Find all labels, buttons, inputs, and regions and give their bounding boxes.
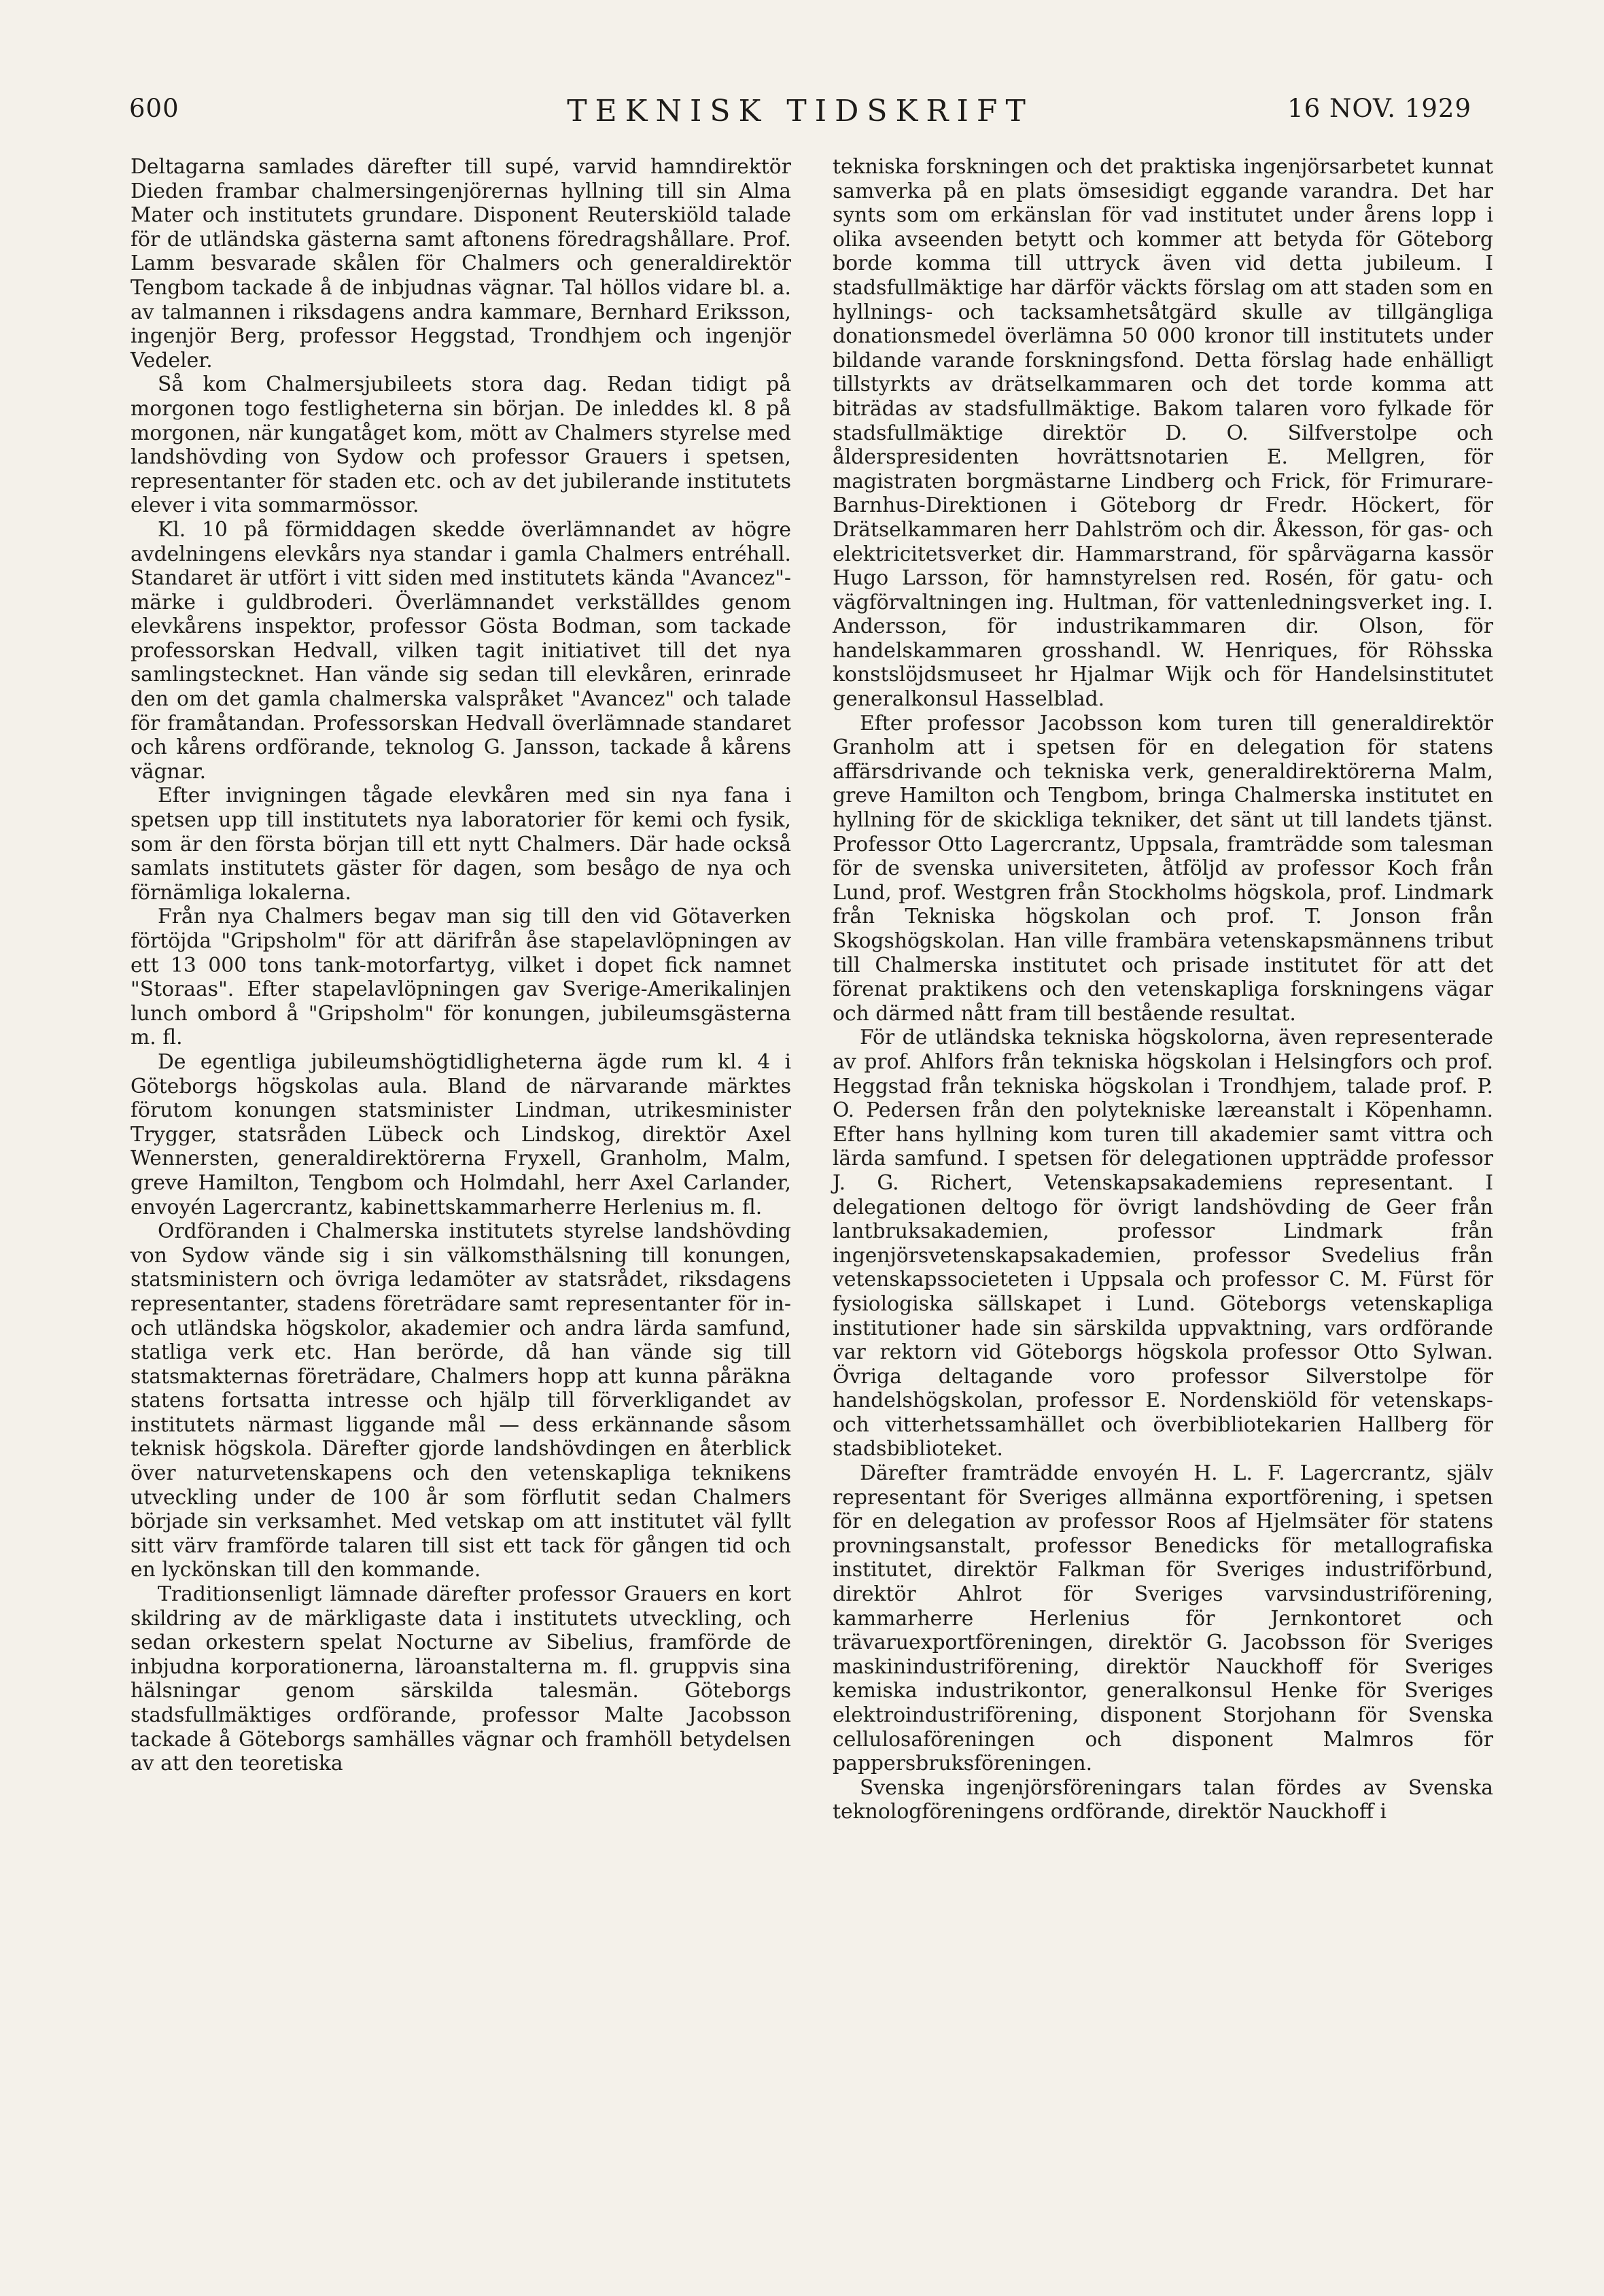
paragraph: Traditionsenligt lämnade därefter professor Grauers en kort skildring av de märkligaste data i institutets utveckling, och sedan orkestern spelat Nocturne av Sibelius, framförde de inbjudna korporationerna, läroanstalterna m. fl. gruppvis sina hälsningar genom särskilda talesmän. Göteborgs stadsfullmäktiges ordförande, professor Malte Jacobsson tackade å Göteborgs samhälles vägnar och framhöll betydelsen av att den teoretiska: [130, 1582, 791, 1776]
paragraph: Deltagarna samlades därefter till supé, varvid hamndirektör Dieden frambar chalmersingenjörernas hyllning till sin Alma Mater och institutets grundare. Disponent Reuterskiöld talade för de utländska gästerna samt aftonens föredragshållare. Prof. Lamm besvarade skålen för Chalmers och generaldirektör Tengbom tackade å de inbjudnas vägnar. Tal höllos vidare bl. a. av talmannen i riksdagens andra kammare, Bernhard Eriksson, ingenjör Berg, professor Heggstad, Trondhjem och ingenjör Vedeler.: [130, 155, 791, 372]
paragraph: Efter professor Jacobsson kom turen till generaldirektör Granholm att i spetsen för en delegation för statens affärsdrivande och tekniska verk, generaldirektörerna Malm, greve Hamilton och Tengbom, bringa Chalmerska institutet en hyllning för de skickliga tekniker, det sänt ut till landets tjänst. Professor Otto Lagercrantz, Uppsala, framträdde som talesman för de svenska universiteten, åtföljd av professor Koch från Lund, prof. Westgren från Stockholms högskola, prof. Lindmark från Tekniska högskolan och prof. T. Jonson från Skogshögskolan. Han ville frambära vetenskapsmännens tribut till Chalmerska institutet och prisade institutet för att det förenat praktikens och den vetenskapliga forskningens vägar och därmed nått fram till bestående resultat.: [833, 711, 1493, 1026]
left-column: [130, 155, 791, 1776]
paragraph: För de utländska tekniska högskolorna, även representerade av prof. Ahlfors från tekniska högskolan i Helsingfors och prof. Heggstad från tekniska högskolan i Trondhjem, talade prof. P. O. Pedersen från den polytekniske læreanstalt i Köpenhamn. Efter hans hyllning kom turen till akademier samt vittra och lärda samfund. I spetsen för delegationen uppträdde professor J. G. Richert, Vetenskapsakademiens representant. I delegationen deltogo för övrigt landshövding de Geer från lantbruksakademien, professor Lindmark från ingenjörsvetenskapsakademien, professor Svedelius från vetenskapssocieteten i Uppsala och professor C. M. Fürst för fysiologiska sällskapet i Lund. Göteborgs vetenskapliga institutioner hade sin särskilda uppvaktning, vars ordförande var rektorn vid Göteborgs högskola professor Otto Sylwan. Övriga deltagande voro professor Silverstolpe för handelshögskolan, professor E. Nordenskiöld för vetenskaps- och vitterhetssamhället och överbibliotekarien Hallberg för stadsbiblioteket.: [833, 1026, 1493, 1461]
issue-date: 16 NOV. 1929: [1287, 94, 1471, 123]
page-number: 600: [129, 94, 179, 123]
paragraph: Från nya Chalmers begav man sig till den vid Götaverken förtöjda "Gripsholm" för att därifrån åse stapelavlöpningen av ett 13 000 tons tank-motorfartyg, vilket i dopet fick namnet "Storaas". Efter stapelavlöpningen gav Sverige-Amerikalinjen lunch ombord å "Gripsholm" för konungen, jubileumsgästerna m. fl.: [130, 905, 791, 1050]
paragraph: Kl. 10 på förmiddagen skedde överlämnandet av högre avdelningens elevkårs nya standar i gamla Chalmers entréhall. Standaret är utfört i vitt siden med institutets kända "Avancez"-märke i guldbroderi. Överlämnandet verkställdes genom elevkårens inspektor, professor Gösta Bodman, som tackade professorskan Hedvall, vilken tagit initiativet till det nya samlingstecknet. Han vände sig sedan till elevkåren, erinrade den om det gamla chalmerska valspråket "Avancez" och talade för framåtandan. Professorskan Hedvall överlämnade standaret och kårens ordförande, teknolog G. Jansson, tackade å kårens vägnar.: [130, 517, 791, 784]
right-column: [833, 155, 1493, 1824]
paragraph: Svenska ingenjörsföreningars talan fördes av Svenska teknologföreningens ordförande, direktör Nauckhoff i: [833, 1775, 1493, 1824]
paragraph: Ordföranden i Chalmerska institutets styrelse landshövding von Sydow vände sig i sin välkomsthälsning till konungen, statsministern och övriga ledamöter av statsrådet, riksdagens representanter, stadens företrädare samt representanter för in- och utländska högskolor, akademier och andra lärda samfund, statliga verk etc. Han berörde, då han vände sig till statsmakternas företrädare, Chalmers hopp att kunna påräkna statens fortsatta intresse och hjälp till förverkligandet av institutets närmast liggande mål — dess erkännande såsom teknisk högskola. Därefter gjorde landshövdingen en återblick över naturvetenskapens och den vetenskapliga teknikens utveckling under de 100 år som förflutit sedan Chalmers började sin verksamhet. Med vetskap om att institutet väl fyllt sitt värv framförde talaren till sist ett tack för gången tid och en lyckönskan till den kommande.: [130, 1219, 791, 1582]
paragraph: tekniska forskningen och det praktiska ingenjörsarbetet kunnat samverka på en plats ömsesidigt eggande varandra. Det har synts som om erkänslan för vad institutet under årens lopp i olika avseenden betytt och kommer att betyda för Göteborg borde komma till uttryck även vid detta jubileum. I stadsfullmäktige har därför väckts förslag om att staden som en hyllnings- och tacksamhetsåtgärd skulle av tillgängliga donationsmedel överlämna 50 000 kronor till institutets under bildande varande forskningsfond. Detta förslag hade enhälligt tillstyrkts av drätselkammaren och det torde komma att biträdas av stadsfullmäktige. Bakom talaren voro fylkade för stadsfullmäktige direktör D. O. Silfverstolpe och ålderspresidenten hovrättsnotarien E. Mellgren, för magistraten borgmästarne Lindberg och Frick, för Frimurare-Barnhus-Direktionen i Göteborg dr Fredr. Höckert, för Drätselkammaren herr Dahlström och dir. Åkesson, för gas- och elektricitetsverket dir. Hammarstrand, för spårvägarna kassör Hugo Larsson, för hamnstyrelsen red. Rosén, för gatu- och vägförvaltningen ing. Hultman, för vattenledningsverket ing. I. Andersson, för industrikammaren dir. Olson, för handelskammaren grosshandl. W. Henriques, för Röhsska konstslöjdsmuseet hr Hjalmar Wijk och för Handelsinstitutet generalkonsul Hasselblad.: [833, 155, 1493, 712]
paragraph: Efter invigningen tågade elevkåren med sin nya fana i spetsen upp till institutets nya laboratorier för kemi och fysik, som är den första början till ett nytt Chalmers. Där hade också samlats institutets gäster för dagen, som besågo de nya och förnämliga lokalerna.: [130, 784, 791, 905]
page-header: [129, 94, 1471, 141]
paragraph: Därefter framträdde envoyén H. L. F. Lagercrantz, själv representant för Sveriges allmänna exportförening, i spetsen för en delegation av professor Roos af Hjelmsäter för statens provningsanstalt, professor Benedicks för metallografiska institutet, direktör Falkman för Sveriges industriförbund, direktör Ahlrot för Sveriges varvsindustriförening, kammarherre Herlenius för Jernkontoret och trävaruexportföreningen, direktör G. Jacobsson för Sveriges maskinindustriförening, direktör Nauckhoff för Sveriges kemiska industrikontor, generalkonsul Henke för Sveriges elektroindustriförening, disponent Storjohann för Svenska cellulosaföreningen och disponent Malmros för pappersbruksföreningen.: [833, 1461, 1493, 1776]
paragraph: De egentliga jubileumshögtidligheterna ägde rum kl. 4 i Göteborgs högskolas aula. Bland de närvarande märktes förutom konungen statsminister Lindman, utrikesminister Trygger, statsråden Lübeck och Lindskog, direktör Axel Wennersten, generaldirektörerna Fryxell, Granholm, Malm, greve Hamilton, Tengbom och Holmdahl, herr Axel Carlander, envoyén Lagercrantz, kabinettskammarherre Herlenius m. fl.: [130, 1049, 791, 1219]
paragraph: Så kom Chalmersjubileets stora dag. Redan tidigt på morgonen togo festligheterna sin början. De inleddes kl. 8 på morgonen, när kungatåget kom, mött av Chalmers styrelse med landshövding von Sydow och professor Grauers i spetsen, representanter för staden etc. och av det jubilerande institutets elever i vita sommarmössor.: [130, 372, 791, 518]
journal-masthead: TEKNISK TIDSKRIFT: [567, 94, 1034, 128]
